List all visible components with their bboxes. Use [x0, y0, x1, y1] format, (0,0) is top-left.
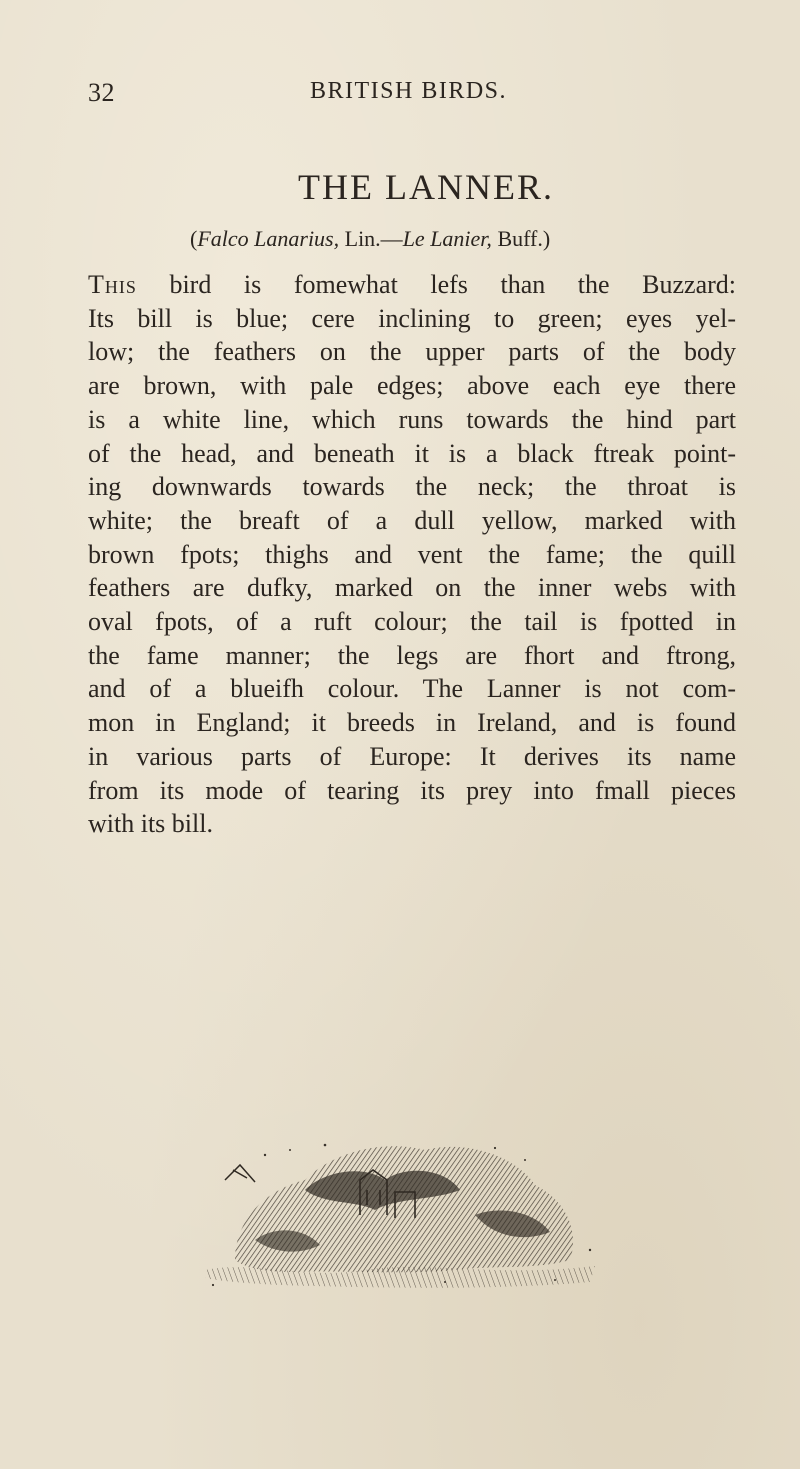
- text-line: with its bill.: [88, 809, 213, 839]
- text-line: white; the breaft of a dull yellow, marked with: [88, 505, 736, 535]
- text-line-content: bird is fomewhat lefs than the Buzzard:: [136, 270, 736, 299]
- text-line: of the head, and beneath it is a black ftreak point-: [88, 438, 736, 468]
- text-line: is a white line, which runs towards the hind part: [88, 404, 736, 434]
- synonym-name-2: Le Lanier,: [402, 226, 492, 251]
- running-head: BRITISH BIRDS.: [310, 78, 508, 104]
- body-paragraph: [88, 268, 736, 841]
- text-line: are brown, with pale edges; above each eye there: [88, 371, 736, 401]
- text-line: feathers are dufky, marked on the inner webs with: [88, 573, 736, 603]
- text-line: the fame manner; the legs are fhort and ftrong,: [88, 640, 736, 670]
- synonymy-line: [190, 226, 550, 252]
- text-line: low; the feathers on the upper parts of the body: [88, 337, 736, 367]
- text-line: oval fpots, of a ruft colour; the tail is fpotted in: [88, 607, 736, 637]
- vignette-figure: [225, 1165, 255, 1182]
- text-line: [88, 268, 736, 302]
- text-line: in various parts of Europe: It derives its name: [88, 741, 736, 771]
- text-line: mon in England; it breeds in Ireland, and is found: [88, 708, 736, 738]
- text-line: from its mode of tearing its prey into fmall pieces: [88, 775, 736, 805]
- text-line: and of a blueifh colour. The Lanner is not com-: [88, 674, 736, 704]
- page-number: 32: [88, 78, 115, 107]
- text-line: Its bill is blue; cere inclining to green; eyes yel-: [88, 303, 736, 333]
- synonymy-open-paren: (: [190, 226, 198, 251]
- opening-word: This: [88, 270, 137, 299]
- vignette-foliage: [235, 1146, 573, 1272]
- synonym-name-1: Falco Lanarius,: [197, 226, 340, 251]
- text-line: ing downwards towards the neck; the throat is: [88, 472, 736, 502]
- text-line: brown fpots; thighs and vent the fame; the quill: [88, 539, 736, 569]
- synonym-authority-1: Lin.—: [339, 226, 403, 251]
- page-header: [88, 78, 738, 118]
- article-title: THE LANNER.: [298, 167, 554, 207]
- woodcut-vignette: [195, 1120, 615, 1300]
- synonym-authority-2: Buff.): [491, 226, 551, 251]
